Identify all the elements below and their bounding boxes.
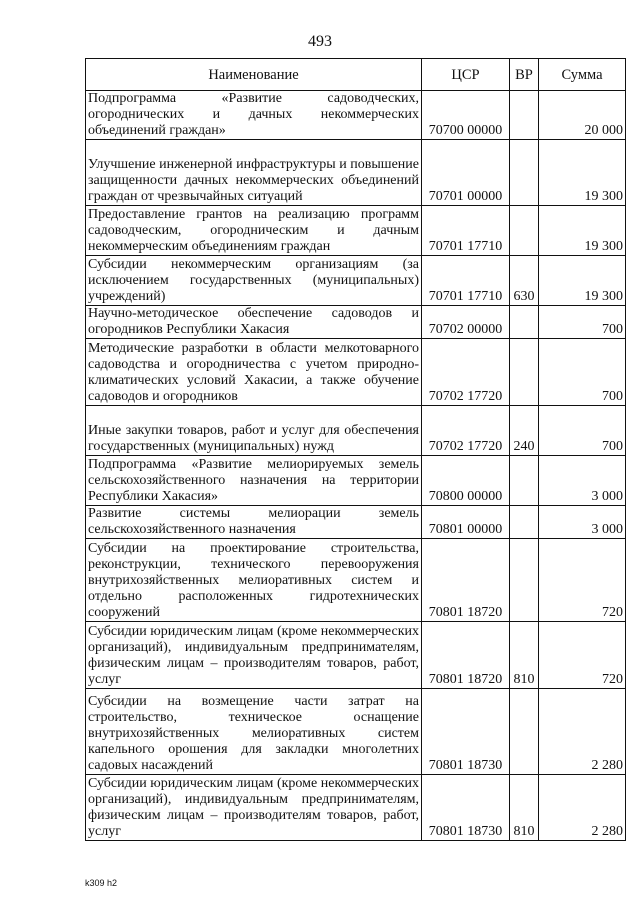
row-csr: 70801 18730: [422, 689, 510, 775]
row-name: Субсидии юридическим лицам (кроме некоммерческих организаций), индивидуальным предпринимателям, физическим лицам – производителям товаров, работ, услуг: [86, 622, 422, 689]
row-vr: 630: [510, 256, 539, 306]
table-row: [86, 140, 626, 206]
table-row: [86, 622, 626, 689]
row-name: Субсидии некоммерческим организациям (за исключением государственных (муниципальных) учреждений): [86, 256, 422, 306]
row-name: Научно-методическое обеспечение садоводов и огородников Республики Хакасия: [86, 306, 422, 339]
page-number: 493: [308, 33, 332, 50]
row-sum: 3 000: [539, 506, 626, 539]
row-sum: 19 300: [539, 140, 626, 206]
row-name: Развитие системы мелиорации земель сельскохозяйственного назначения: [86, 506, 422, 539]
row-sum: 20 000: [539, 91, 626, 140]
table-row: [86, 456, 626, 506]
row-sum: 700: [539, 339, 626, 406]
table-row: [86, 339, 626, 406]
row-csr: 70801 18730: [422, 775, 510, 841]
row-sum: 720: [539, 622, 626, 689]
row-csr: 70801 18720: [422, 622, 510, 689]
row-vr: 240: [510, 406, 539, 456]
row-csr: 70701 17710: [422, 256, 510, 306]
row-vr: [510, 539, 539, 622]
table-row: [86, 775, 626, 841]
row-sum: 720: [539, 539, 626, 622]
row-sum: 2 280: [539, 775, 626, 841]
header-csr: ЦСР: [422, 59, 510, 91]
row-vr: 810: [510, 622, 539, 689]
row-name: Улучшение инженерной инфраструктуры и повышение защищенности дачных некоммерческих объединений граждан от чрезвычайных ситуаций: [86, 140, 422, 206]
row-csr: 70800 00000: [422, 456, 510, 506]
row-vr: [510, 689, 539, 775]
table-row: [86, 91, 626, 140]
row-csr: 70801 00000: [422, 506, 510, 539]
table-row: [86, 506, 626, 539]
row-csr: 70701 00000: [422, 140, 510, 206]
table-header-row: [86, 59, 626, 91]
row-vr: 810: [510, 775, 539, 841]
row-vr: [510, 140, 539, 206]
row-name: Субсидии юридическим лицам (кроме некоммерческих организаций), индивидуальным предпринимателям, физическим лицам – производителям товаров, работ, услуг: [86, 775, 422, 841]
row-name: Субсидии на проектирование строительства, реконструкции, технического перевооружения внутрихозяйственных мелиоративных систем и отдельно расположенных гидротехнических сооружений: [86, 539, 422, 622]
row-sum: 19 300: [539, 256, 626, 306]
row-sum: 19 300: [539, 206, 626, 256]
row-name: Методические разработки в области мелкотоварного садоводства и огородничества с учетом природно-климатических условий Хакасии, а также обучение садоводов и огородников: [86, 339, 422, 406]
budget-table: [85, 58, 626, 841]
row-csr: 70700 00000: [422, 91, 510, 140]
row-csr: 70702 17720: [422, 339, 510, 406]
table-row: [86, 256, 626, 306]
footer-code: k309 h2: [85, 878, 118, 888]
row-csr: 70701 17710: [422, 206, 510, 256]
row-sum: 700: [539, 406, 626, 456]
table-row: [86, 689, 626, 775]
row-csr: 70702 00000: [422, 306, 510, 339]
row-name: Иные закупки товаров, работ и услуг для обеспечения государственных (муниципальных) нужд: [86, 406, 422, 456]
table-row: [86, 206, 626, 256]
row-vr: [510, 339, 539, 406]
row-vr: [510, 306, 539, 339]
table-row: [86, 306, 626, 339]
row-name: Субсидии на возмещение части затрат на строительство, техническое оснащение внутрихозяйственных мелиоративных систем капельного орошения для закладки многолетних садовых насаждений: [86, 689, 422, 775]
row-sum: 700: [539, 306, 626, 339]
table-row: [86, 539, 626, 622]
row-sum: 3 000: [539, 456, 626, 506]
row-name: Подпрограмма «Развитие мелиорируемых земель сельскохозяйственного назначения на территории Республики Хакасия»: [86, 456, 422, 506]
row-vr: [510, 456, 539, 506]
row-sum: 2 280: [539, 689, 626, 775]
row-name: Предоставление грантов на реализацию программ садоводческим, огородническим и дачным некоммерческим объединениям граждан: [86, 206, 422, 256]
row-vr: [510, 206, 539, 256]
header-vr: ВР: [510, 59, 539, 91]
header-name: Наименование: [86, 59, 422, 91]
row-csr: 70801 18720: [422, 539, 510, 622]
row-vr: [510, 506, 539, 539]
row-csr: 70702 17720: [422, 406, 510, 456]
header-sum: Сумма: [539, 59, 626, 91]
row-vr: [510, 91, 539, 140]
row-name: Подпрограмма «Развитие садоводческих, огороднических и дачных некоммерческих объединений граждан»: [86, 91, 422, 140]
table-row: [86, 406, 626, 456]
